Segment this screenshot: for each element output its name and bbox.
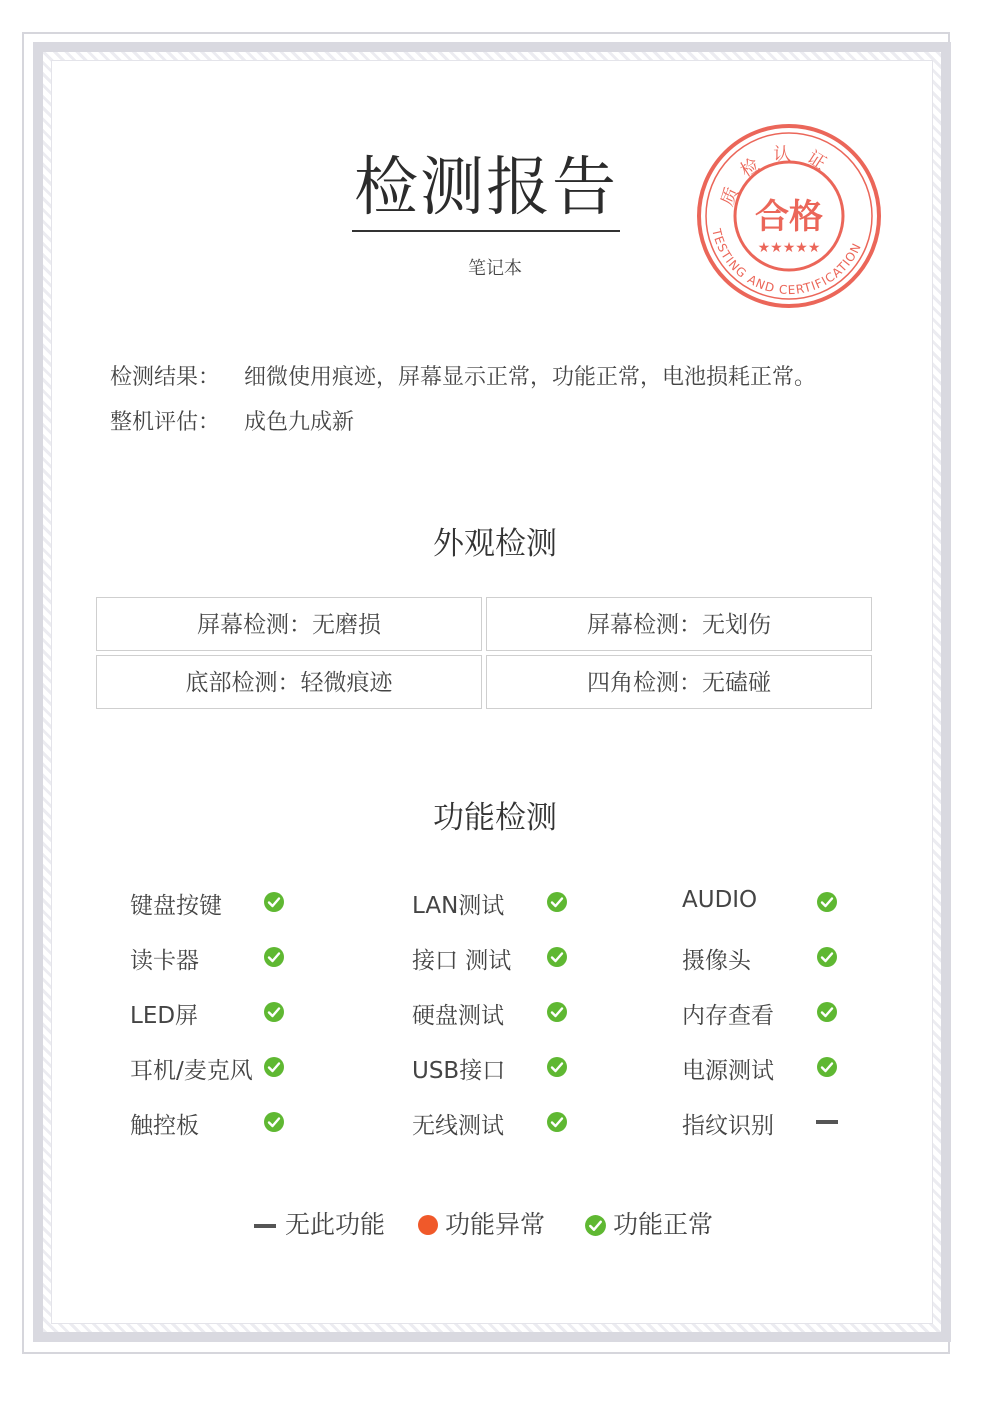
none-dash-icon bbox=[816, 1120, 838, 1124]
check-icon bbox=[546, 1001, 568, 1023]
check-icon bbox=[816, 946, 838, 968]
function-item-label: LAN测试 bbox=[412, 893, 505, 919]
check-icon bbox=[546, 1111, 568, 1133]
stamp-stars: ★★★★★ bbox=[757, 240, 821, 256]
function-item-label: 读卡器 bbox=[130, 948, 199, 974]
check-icon bbox=[546, 891, 568, 913]
grade-label: 整机评估： bbox=[110, 410, 221, 435]
function-item-label: 电源测试 bbox=[682, 1058, 774, 1084]
check-icon bbox=[816, 1056, 838, 1078]
function-item-label: 摄像头 bbox=[682, 948, 751, 974]
function-section-title: 功能检测 bbox=[433, 800, 557, 836]
stamp-bottom-text: TESTING AND CERTIFICATION bbox=[709, 227, 865, 298]
title-underline bbox=[352, 230, 620, 232]
function-item-label: 触控板 bbox=[130, 1113, 199, 1139]
legend-ok-label: 功能正常 bbox=[613, 1210, 714, 1239]
grade-value: 成色九成新 bbox=[244, 410, 355, 435]
appearance-section-title: 外观检测 bbox=[433, 526, 557, 562]
check-icon bbox=[263, 1111, 285, 1133]
function-item-label: 指纹识别 bbox=[682, 1113, 774, 1139]
appearance-grid bbox=[96, 597, 874, 710]
legend-none-label: 无此功能 bbox=[285, 1210, 386, 1239]
function-item-label: 耳机/麦克风 bbox=[130, 1058, 253, 1084]
result-value: 细微使用痕迹，屏幕显示正常，功能正常，电池损耗正常。 bbox=[244, 365, 817, 390]
report-title: 检测报告 bbox=[354, 151, 618, 225]
stamp-top-text: 质检认证 bbox=[716, 143, 842, 210]
function-item-label: 内存查看 bbox=[682, 1003, 774, 1029]
appearance-cell: 屏幕检测：无磨损 bbox=[96, 597, 482, 651]
result-label: 检测结果： bbox=[110, 365, 221, 390]
check-icon bbox=[584, 1214, 607, 1237]
check-icon bbox=[816, 891, 838, 913]
quality-certified-stamp-icon bbox=[693, 120, 885, 312]
stamp-center-text: 合格 bbox=[755, 197, 823, 237]
legend-error-label: 功能异常 bbox=[445, 1210, 546, 1239]
appearance-cell: 四角检测：无磕碰 bbox=[486, 655, 872, 709]
function-item-label: 硬盘测试 bbox=[412, 1003, 504, 1029]
function-item-label: USB接口 bbox=[412, 1058, 506, 1084]
check-icon bbox=[263, 946, 285, 968]
appearance-cell: 屏幕检测：无划伤 bbox=[486, 597, 872, 651]
check-icon bbox=[263, 1001, 285, 1023]
function-item-label: 键盘按键 bbox=[130, 893, 222, 919]
check-icon bbox=[546, 1056, 568, 1078]
result-row bbox=[110, 360, 816, 391]
appearance-cell: 底部检测：轻微痕迹 bbox=[96, 655, 482, 709]
grade-row bbox=[110, 405, 354, 436]
check-icon bbox=[816, 1001, 838, 1023]
function-item-label: 无线测试 bbox=[412, 1113, 504, 1139]
error-dot-icon bbox=[418, 1215, 438, 1235]
function-item-label: LED屏 bbox=[130, 1003, 199, 1029]
check-icon bbox=[263, 891, 285, 913]
none-dash-icon bbox=[254, 1224, 276, 1228]
check-icon bbox=[546, 946, 568, 968]
function-item-label: AUDIO bbox=[682, 887, 758, 913]
function-item-label: 接口 测试 bbox=[412, 948, 512, 974]
check-icon bbox=[263, 1056, 285, 1078]
report-subtitle: 笔记本 bbox=[468, 258, 522, 279]
